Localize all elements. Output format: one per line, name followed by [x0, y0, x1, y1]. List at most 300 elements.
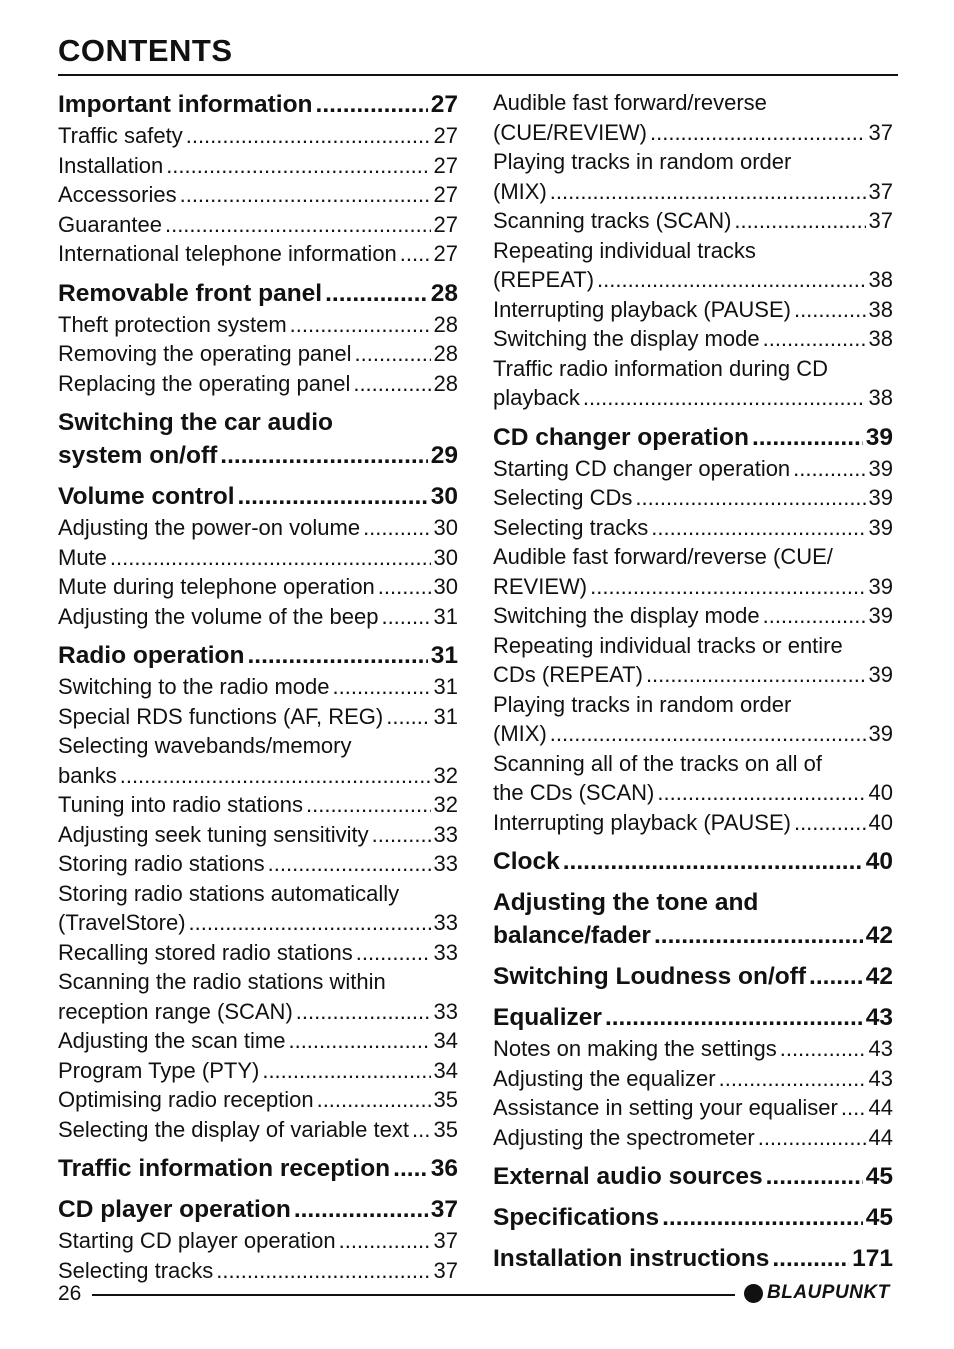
- toc-line: [58, 210, 458, 240]
- toc-entry-title: Starting CD player operation: [58, 1228, 336, 1253]
- toc-page-number: 27: [433, 241, 458, 266]
- toc-line: [493, 1242, 893, 1275]
- toc-entry-title: Notes on making the settings: [493, 1036, 777, 1061]
- toc-line: [58, 151, 458, 181]
- dot-leader: [325, 277, 428, 310]
- toc-line: [58, 967, 458, 997]
- dot-leader: [654, 919, 863, 952]
- toc-page-number: 38: [868, 296, 893, 322]
- toc-line: [58, 310, 458, 340]
- toc-page-number: 28: [433, 341, 458, 366]
- toc-entry: [58, 180, 458, 210]
- toc-line: [493, 886, 893, 919]
- toc-line: [493, 808, 893, 838]
- toc-entry-title: Installation: [58, 152, 164, 178]
- toc-line: [493, 1064, 893, 1094]
- dot-leader: [189, 908, 431, 938]
- page-title: CONTENTS: [58, 33, 233, 68]
- toc-entry-title: Optimising radio reception: [58, 1087, 314, 1112]
- toc-page-number: 35: [433, 1116, 458, 1142]
- toc-page-number: 27: [433, 152, 458, 178]
- toc-page-number: 30: [430, 483, 458, 510]
- toc-entry-title: Repeating individual tracks or entire: [493, 632, 843, 658]
- dot-leader: [719, 1064, 866, 1094]
- toc-page-number: 35: [433, 1087, 458, 1112]
- toc-section-heading: [58, 639, 458, 672]
- toc-page-number: 27: [433, 211, 458, 237]
- toc-entry: [58, 339, 458, 369]
- toc-entry-title: CD changer operation: [493, 423, 749, 451]
- toc-page-number: 37: [433, 1257, 458, 1283]
- dot-leader: [734, 206, 865, 236]
- toc-entry: [58, 1026, 458, 1056]
- dot-leader: [550, 177, 866, 207]
- toc-line: [58, 731, 458, 761]
- toc-page-number: 40: [868, 809, 893, 835]
- toc-entry-title: CD player operation: [58, 1196, 291, 1223]
- toc-page-number: 31: [433, 603, 458, 629]
- dot-leader: [363, 513, 430, 543]
- toc-entry-title: Storing radio stations: [58, 851, 265, 876]
- toc-line: [58, 820, 458, 850]
- toc-entry-title: Switching the display mode: [493, 603, 760, 628]
- footer-rule: [92, 1294, 735, 1296]
- toc-page-number: 45: [865, 1163, 893, 1190]
- dot-leader: [317, 1085, 431, 1115]
- dot-leader: [841, 1093, 866, 1123]
- toc-entry: [493, 631, 893, 690]
- dot-leader: [393, 1152, 428, 1185]
- toc-line: [58, 339, 458, 369]
- toc-line: [58, 369, 458, 399]
- dot-leader: [166, 151, 430, 181]
- dot-leader: [186, 121, 431, 151]
- toc-page-number: 37: [868, 208, 893, 233]
- toc-entry: [58, 820, 458, 850]
- dot-leader: [758, 1123, 866, 1153]
- toc-line: [493, 421, 893, 454]
- toc-line: [493, 749, 893, 779]
- toc-entry-title: Traffic information reception: [58, 1155, 391, 1182]
- toc-line: [58, 639, 458, 672]
- toc-line: [58, 1226, 458, 1256]
- toc-line: [58, 572, 458, 602]
- dot-leader: [120, 761, 431, 791]
- toc-entry-title: Program Type (PTY): [58, 1057, 260, 1083]
- toc-page-number: 33: [433, 998, 458, 1024]
- toc-page-number: 28: [430, 279, 458, 307]
- toc-page-number: 31: [433, 674, 458, 699]
- dot-leader: [238, 480, 428, 513]
- toc-line: [58, 849, 458, 879]
- toc-line: [493, 483, 893, 513]
- toc-entry-title: balance/fader: [493, 922, 651, 949]
- toc-page-number: 38: [868, 326, 893, 351]
- dot-leader: [216, 1256, 430, 1286]
- toc-line: [58, 1193, 458, 1226]
- dot-leader: [355, 339, 431, 369]
- toc-section-heading: [58, 406, 458, 472]
- toc-entry-title: International telephone information: [58, 241, 397, 266]
- page-number: 26: [58, 1282, 82, 1305]
- toc-line: [493, 660, 893, 690]
- toc-entry-title: Interrupting playback (PAUSE): [493, 809, 791, 835]
- toc-entry-title: (MIX): [493, 721, 547, 746]
- dot-leader: [605, 1001, 863, 1034]
- toc-entry-title: Adjusting the tone and: [493, 889, 759, 916]
- toc-entry-title: Switching to the radio mode: [58, 674, 330, 699]
- toc-entry: [58, 602, 458, 632]
- toc-entry-title: Switching Loudness on/off: [493, 963, 807, 990]
- toc-line: [58, 1056, 458, 1086]
- toc-entry-title: Mute during telephone operation: [58, 574, 375, 599]
- toc-entry: [58, 239, 458, 269]
- toc-line: [493, 1160, 893, 1193]
- toc-line: [58, 908, 458, 938]
- toc-line: [493, 719, 893, 749]
- toc-entry: [58, 1056, 458, 1086]
- dot-leader: [400, 239, 431, 269]
- toc-line: [493, 1034, 893, 1064]
- toc-line: [493, 690, 893, 720]
- toc-entry-title: CDs (REPEAT): [493, 662, 643, 687]
- dot-leader: [262, 1056, 430, 1086]
- dot-leader: [809, 960, 863, 993]
- toc-entry: [493, 236, 893, 295]
- dot-leader: [288, 1026, 430, 1056]
- toc-line: [493, 845, 893, 878]
- toc-line: [493, 236, 893, 266]
- toc-entry-title: Selecting tracks: [58, 1257, 214, 1283]
- toc-line: [493, 88, 893, 118]
- toc-entry: [493, 542, 893, 601]
- toc-entry-title: playback: [493, 385, 580, 410]
- toc-line: [58, 997, 458, 1027]
- dot-leader: [793, 454, 865, 484]
- toc-entry: [58, 849, 458, 879]
- dot-leader: [372, 820, 431, 850]
- toc-page-number: 38: [868, 385, 893, 410]
- toc-section-heading: [58, 1193, 458, 1226]
- toc-page-number: 37: [430, 1196, 458, 1223]
- toc-entry-title: Removing the operating panel: [58, 341, 352, 366]
- toc-line: [58, 790, 458, 820]
- toc-entry-title: Selecting CDs: [493, 485, 633, 510]
- toc-line: [58, 1115, 458, 1145]
- toc-entry-title: Adjusting the scan time: [58, 1028, 286, 1053]
- toc-entry-title: Switching the display mode: [493, 326, 760, 351]
- toc-section-heading: [493, 845, 893, 878]
- toc-line: [58, 239, 458, 269]
- toc-entry: [493, 1123, 893, 1153]
- dot-leader: [650, 118, 866, 148]
- toc-line: [58, 121, 458, 151]
- toc-entry-title: Guarantee: [58, 211, 162, 237]
- toc-entry: [493, 1034, 893, 1064]
- toc-entry-title: Volume control: [58, 483, 235, 510]
- dot-leader: [294, 1193, 428, 1226]
- toc-page-number: 43: [868, 1065, 893, 1091]
- toc-line: [493, 542, 893, 572]
- toc-line: [493, 1093, 893, 1123]
- toc-page-number: 30: [433, 544, 458, 570]
- toc-entry-title: Adjusting the equalizer: [493, 1065, 716, 1091]
- toc-entry-title: Radio operation: [58, 642, 245, 669]
- toc-line: [493, 1123, 893, 1153]
- toc-entry-title: Mute: [58, 544, 107, 570]
- toc-page-number: 44: [868, 1095, 893, 1120]
- toc-entry-title: Switching the car audio: [58, 409, 333, 436]
- toc-page-number: 39: [868, 514, 893, 540]
- toc-page-number: 31: [433, 703, 458, 729]
- toc-entry-title: Selecting the display of variable text: [58, 1116, 409, 1142]
- dot-leader: [794, 808, 866, 838]
- toc-entry: [58, 1256, 458, 1286]
- header-rule: [58, 74, 898, 76]
- toc-line: [493, 324, 893, 354]
- toc-entry-title: Tuning into radio stations: [58, 792, 303, 817]
- toc-line: [58, 513, 458, 543]
- dot-leader: [220, 439, 427, 472]
- toc-line: [58, 1152, 458, 1185]
- toc-line: [493, 1201, 893, 1234]
- toc-page-number: 43: [865, 1004, 893, 1031]
- toc-entry: [493, 1064, 893, 1094]
- toc-page-number: 33: [433, 851, 458, 876]
- toc-section-heading: [58, 88, 458, 121]
- dot-leader: [657, 778, 865, 808]
- toc-entry-title: Clock: [493, 848, 560, 875]
- toc-line: [493, 454, 893, 484]
- dot-leader: [180, 180, 431, 210]
- toc-section-heading: [493, 1201, 893, 1234]
- toc-entry: [493, 601, 893, 631]
- dot-leader: [333, 672, 431, 702]
- dot-leader: [296, 997, 431, 1027]
- dot-leader: [772, 1242, 849, 1275]
- toc-page-number: 28: [433, 311, 458, 337]
- toc-entry-title: Interrupting playback (PAUSE): [493, 296, 791, 322]
- toc-entry-title: Audible fast forward/reverse (CUE/: [493, 544, 833, 569]
- toc-page-number: 39: [868, 721, 893, 746]
- toc-entry: [493, 295, 893, 325]
- toc-entry: [493, 1093, 893, 1123]
- toc-line: [493, 1001, 893, 1034]
- toc-page-number: 37: [868, 178, 893, 204]
- toc-entry-title: reception range (SCAN): [58, 998, 293, 1024]
- toc-entry: [58, 938, 458, 968]
- toc-line: [58, 1256, 458, 1286]
- toc-entry-title: (MIX): [493, 178, 547, 204]
- brand-logo: [744, 1282, 890, 1304]
- toc-entry-title: Removable front panel: [58, 279, 323, 307]
- toc-line: [493, 778, 893, 808]
- toc-section-heading: [58, 480, 458, 513]
- toc-entry: [493, 513, 893, 543]
- toc-line: [58, 277, 458, 310]
- toc-section-heading: [493, 421, 893, 454]
- toc-entry: [58, 879, 458, 938]
- toc-page-number: 34: [433, 1057, 458, 1083]
- toc-line: [58, 702, 458, 732]
- toc-line: [493, 206, 893, 236]
- dot-leader: [247, 639, 427, 672]
- toc-line: [58, 672, 458, 702]
- toc-line: [493, 513, 893, 543]
- toc-entry: [493, 206, 893, 236]
- toc-entry: [58, 790, 458, 820]
- brand-name: BLAUPUNKT: [767, 1282, 890, 1303]
- toc-page-number: 44: [868, 1124, 893, 1150]
- toc-page-number: 33: [433, 910, 458, 935]
- toc-entry-title: Traffic safety: [58, 123, 183, 148]
- toc-entry: [58, 1115, 458, 1145]
- toc-page-number: 45: [865, 1204, 893, 1231]
- dot-leader: [763, 324, 866, 354]
- toc-page-number: 39: [868, 573, 893, 599]
- toc-page-number: 39: [865, 423, 893, 451]
- toc-page-number: 30: [433, 574, 458, 599]
- toc-line: [493, 601, 893, 631]
- toc-entry: [493, 808, 893, 838]
- toc-line: [58, 879, 458, 909]
- toc-line: [58, 88, 458, 121]
- toc-entry: [58, 369, 458, 399]
- toc-section-heading: [493, 1160, 893, 1193]
- toc-entry: [58, 731, 458, 790]
- toc-page-number: 42: [865, 963, 893, 990]
- toc-entry-title: Storing radio stations automatically: [58, 880, 400, 906]
- dot-leader: [662, 1201, 863, 1234]
- toc-entry: [58, 310, 458, 340]
- toc-entry-title: Selecting wavebands/memory: [58, 733, 352, 758]
- toc-entry-title: Specifications: [493, 1204, 660, 1231]
- toc-page-number: 40: [865, 848, 893, 875]
- toc-entry-title: system on/off: [58, 442, 218, 469]
- toc-entry: [58, 967, 458, 1026]
- toc-line: [58, 1026, 458, 1056]
- toc-entry: [58, 702, 458, 732]
- toc-entry-title: Repeating individual tracks: [493, 237, 756, 263]
- toc-section-heading: [493, 886, 893, 952]
- toc-page-number: 31: [430, 642, 458, 669]
- dot-leader: [290, 310, 431, 340]
- toc-entry-title: banks: [58, 762, 117, 788]
- toc-entry-title: Special RDS functions (AF, REG): [58, 703, 384, 729]
- toc-entry-title: External audio sources: [493, 1163, 763, 1190]
- dot-leader: [794, 295, 866, 325]
- toc-entry: [58, 151, 458, 181]
- toc-entry-title: Playing tracks in random order: [493, 691, 792, 717]
- toc-entry-title: Playing tracks in random order: [493, 149, 792, 174]
- toc-page-number: 39: [868, 455, 893, 481]
- toc-page-number: 32: [433, 762, 458, 788]
- dot-leader: [316, 88, 428, 121]
- toc-entry: [58, 572, 458, 602]
- toc-page-number: 33: [433, 821, 458, 847]
- toc-entry: [493, 483, 893, 513]
- toc-section-heading: [493, 1001, 893, 1034]
- toc-entry: [493, 749, 893, 808]
- toc-entry-title: (TravelStore): [58, 910, 186, 935]
- toc-entry-title: Scanning all of the tracks on all of: [493, 750, 822, 776]
- dot-leader: [268, 849, 431, 879]
- dot-leader: [563, 845, 863, 878]
- toc-section-heading: [58, 1152, 458, 1185]
- toc-entry-title: Scanning the radio stations within: [58, 969, 386, 994]
- dot-leader: [110, 543, 431, 573]
- toc-entry: [493, 354, 893, 413]
- toc-entry: [493, 454, 893, 484]
- dot-leader: [635, 483, 865, 513]
- toc-entry-title: Important information: [58, 91, 313, 118]
- logo-dot-icon: [744, 1284, 763, 1303]
- dot-leader: [165, 210, 431, 240]
- toc-line: [493, 147, 893, 177]
- toc-section-heading: [493, 1242, 893, 1275]
- toc-line: [493, 383, 893, 413]
- dot-leader: [386, 702, 430, 732]
- toc-page-number: 30: [433, 515, 458, 540]
- toc-entry-title: Installation instructions: [493, 1245, 770, 1272]
- toc-entry-title: the CDs (SCAN): [493, 780, 655, 805]
- toc-entry: [493, 690, 893, 749]
- toc-right-column: [493, 88, 893, 1275]
- toc-page-number: 27: [433, 182, 458, 207]
- toc-page-number: 38: [868, 267, 893, 292]
- toc-line: [493, 919, 893, 952]
- toc-page-number: 28: [433, 370, 458, 396]
- toc-line: [58, 439, 458, 472]
- toc-line: [58, 761, 458, 791]
- toc-entry-title: Equalizer: [493, 1004, 602, 1031]
- toc-line: [493, 295, 893, 325]
- toc-line: [58, 543, 458, 573]
- toc-entry-title: Scanning tracks (SCAN): [493, 208, 732, 233]
- toc-entry: [493, 88, 893, 147]
- toc-line: [58, 1085, 458, 1115]
- toc-entry: [58, 121, 458, 151]
- toc-entry-title: (REPEAT): [493, 267, 595, 292]
- dot-leader: [306, 790, 431, 820]
- toc-entry: [58, 1085, 458, 1115]
- toc-left-column: [58, 88, 458, 1285]
- toc-entry: [58, 210, 458, 240]
- toc-entry: [493, 324, 893, 354]
- toc-page-number: 29: [430, 442, 458, 469]
- toc-entry-title: Replacing the operating panel: [58, 370, 351, 396]
- toc-entry-title: REVIEW): [493, 573, 588, 599]
- toc-line: [58, 180, 458, 210]
- dot-leader: [646, 660, 866, 690]
- dot-leader: [766, 1160, 863, 1193]
- toc-entry-title: Traffic radio information during CD: [493, 355, 829, 381]
- toc-page-number: 36: [430, 1155, 458, 1182]
- dot-leader: [550, 719, 866, 749]
- toc-page-number: 37: [433, 1228, 458, 1253]
- toc-entry-title: Audible fast forward/reverse: [493, 90, 767, 115]
- toc-entry: [58, 513, 458, 543]
- toc-line: [58, 938, 458, 968]
- toc-entry-title: Adjusting seek tuning sensitivity: [58, 821, 369, 847]
- dot-leader: [597, 265, 865, 295]
- toc-page-number: 40: [868, 780, 893, 805]
- toc-section-heading: [58, 277, 458, 310]
- dot-leader: [763, 601, 866, 631]
- dot-leader: [583, 383, 866, 413]
- toc-entry: [493, 147, 893, 206]
- toc-entry-title: Accessories: [58, 182, 177, 207]
